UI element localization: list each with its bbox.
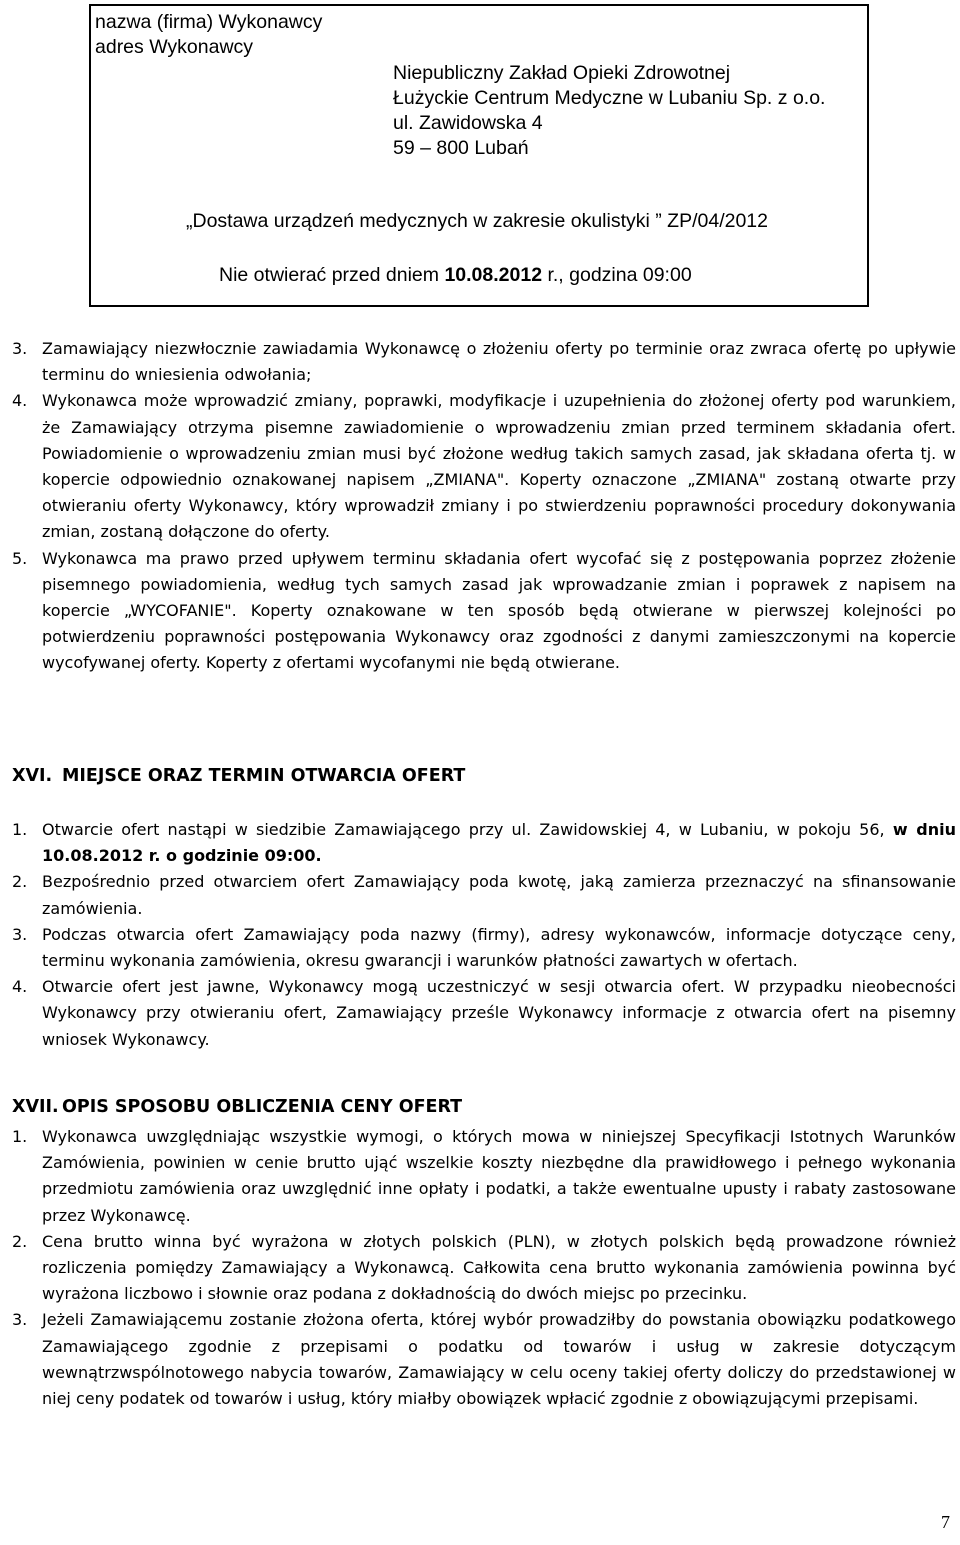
list-item xyxy=(12,817,956,869)
recipient-name-line: Niepubliczny Zakład Opieki Zdrowotnej xyxy=(393,62,731,84)
item-text: Wykonawca ma prawo przed upływem terminu składania ofert wycofać się z postępowania poprzez złożenie pisemnego powiadomienia, według tych samych zasad jak wprowadzanie zmian i poprawek z napisem na kopercie „WYCOFANIE". Koperty oznakowane w ten sposób będą otwierane w pierwszej kolejności po potwierdzeniu poprawności postępowania Wykonawcy oraz zgodności z danymi zamieszczonymi na kopercie wycofywanej oferty. Koperty z ofertami wycofanymi nie będą otwierane. xyxy=(42,548,956,673)
list-item xyxy=(12,388,956,545)
item-number: 2. xyxy=(12,872,28,892)
item-number: 3. xyxy=(12,339,28,358)
contractor-address-line: adres Wykonawcy xyxy=(95,36,254,58)
item-number: 1. xyxy=(12,820,28,839)
contractor-name-line: nazwa (firma) Wykonawcy xyxy=(95,11,323,33)
page-number: 7 xyxy=(941,1512,950,1532)
item-number: 1. xyxy=(12,1127,28,1146)
item-number: 2. xyxy=(12,1231,28,1251)
item-number: 4. xyxy=(12,977,28,997)
notice-date: 10.08.2012 xyxy=(444,264,543,286)
item-number: 3. xyxy=(12,924,28,944)
section-xvii-list xyxy=(12,1124,956,1412)
list-item xyxy=(12,336,956,388)
item-text: Podczas otwarcia ofert Zamawiający poda nazwy (firmy), adresy wykonawców, informacje dotyczące ceny, terminu wykonania zamówienia, okresu gwarancji i warunków płatności zawartych w ofertach. xyxy=(42,924,956,971)
item-number: 5. xyxy=(12,548,28,568)
item-text xyxy=(42,817,956,869)
list-item xyxy=(12,1229,956,1308)
section-numeral: XVI. xyxy=(12,766,53,786)
section-title: MIEJSCE ORAZ TERMIN OTWARCIA OFERT xyxy=(62,766,466,786)
item-text: Cena brutto winna być wyrażona w złotych polskich (PLN), w złotych polskich będą prowadzone również rozliczenia pomiędzy Zamawiający a Wykonawcą. Całkowita cena brutto wykonania zamówienia powinna być wyrażona liczbowo i słownie oraz podana z dokładnością do dwóch miejsc po przecinku. xyxy=(42,1231,956,1304)
recipient-postal-line: 59 – 800 Lubań xyxy=(393,137,529,159)
item-text-plain: Otwarcie ofert nastąpi w siedzibie Zamawiającego przy ul. Zawidowskiej 4, w Lubaniu, w pokoju 56, xyxy=(42,820,893,839)
section-xv-list xyxy=(12,336,956,677)
list-item xyxy=(12,974,956,1053)
list-item xyxy=(12,869,956,921)
tender-title: „Dostawa urządzeń medycznych w zakresie okulistyki ” ZP/04/2012 xyxy=(186,210,768,232)
section-xvi-heading xyxy=(12,766,465,786)
section-numeral: XVII. xyxy=(12,1097,59,1117)
section-xvi-list xyxy=(12,817,956,1053)
item-text: Wykonawca uwzględniając wszystkie wymogi, o których mowa w niniejszej Specyfikacji Istotnych Warunków Zamówienia, powinien w cenie brutto ująć wszelkie koszty niezbędne dla prawidłowego i pełnego wykonania przedmiotu zamówienia oraz uwzględnić inne opłaty i podatki, a także ewentualne upusty i rabaty zastosowane przez Wykonawcę. xyxy=(42,1127,956,1225)
list-item xyxy=(12,546,956,677)
section-xvii-heading xyxy=(12,1097,462,1117)
item-text-bold: w dniu 10.08.2012 r. o godzinie 09:00. xyxy=(42,820,956,866)
do-not-open-notice xyxy=(219,263,692,287)
item-text: Bezpośrednio przed otwarciem ofert Zamawiający poda kwotę, jaką zamierza przeznaczyć na sfinansowanie zamówienia. xyxy=(42,872,956,918)
list-item xyxy=(12,1307,956,1412)
item-text: Wykonawca może wprowadzić zmiany, poprawki, modyfikacje i uzupełnienia do złożonej oferty pod warunkiem, że Zamawiający otrzyma pisemne zawiadomienie o wprowadzeniu zmian przed terminem składania ofert. Powiadomienie o wprowadzeniu zmian musi być złożone według takich samych zasad, jak składana oferta tj. w kopercie odpowiednio oznakowanej napisem „ZMIANA". Koperty oznaczone „ZMIANA" zostaną otwarte przy otwieraniu oferty Wykonawcy, który wprowadził zmiany i po stwierdzeniu poprawności procedury dokonywania zmian, zostaną dołączone do oferty. xyxy=(42,391,956,542)
notice-suffix: r., godzina 09:00 xyxy=(542,264,692,286)
section-title: OPIS SPOSOBU OBLICZENIA CENY OFERT xyxy=(62,1097,463,1117)
item-text: Jeżeli Zamawiającemu zostanie złożona oferta, której wybór prowadziłby do powstania obowiązku podatkowego Zamawiającego zgodnie z przepisami o podatku od towarów i usług w zakresie dotyczącym wewnątrzwspólnotowego nabycia towarów, Zamawiający w celu oceny takiej oferty doliczy do przedstawionej w niej ceny podatek od towarów i usług, który miałby obowiązek wpłacić zgodnie z obowiązującymi przepisami. xyxy=(42,1310,956,1409)
notice-prefix: Nie otwierać przed dniem xyxy=(219,264,445,286)
envelope-label-box xyxy=(89,4,869,307)
list-item xyxy=(12,1124,956,1229)
item-text: Zamawiający niezwłocznie zawiadamia Wykonawcę o złożeniu oferty po terminie oraz zwraca ofertę po upływie terminu do wniesienia odwołania; xyxy=(42,339,956,385)
item-number: 4. xyxy=(12,391,28,411)
recipient-street-line: ul. Zawidowska 4 xyxy=(393,112,543,134)
item-number: 3. xyxy=(12,1310,28,1330)
list-item xyxy=(12,922,956,974)
recipient-company-line: Łużyckie Centrum Medyczne w Lubaniu Sp. z o.o. xyxy=(393,87,826,109)
item-text: Otwarcie ofert jest jawne, Wykonawcy mogą uczestniczyć w sesji otwarcia ofert. W przypadku nieobecności Wykonawcy przy otwieraniu ofert, Zamawiający prześle Wykonawcy informacje z otwarcia ofert na pisemny wniosek Wykonawcy. xyxy=(42,977,956,1049)
